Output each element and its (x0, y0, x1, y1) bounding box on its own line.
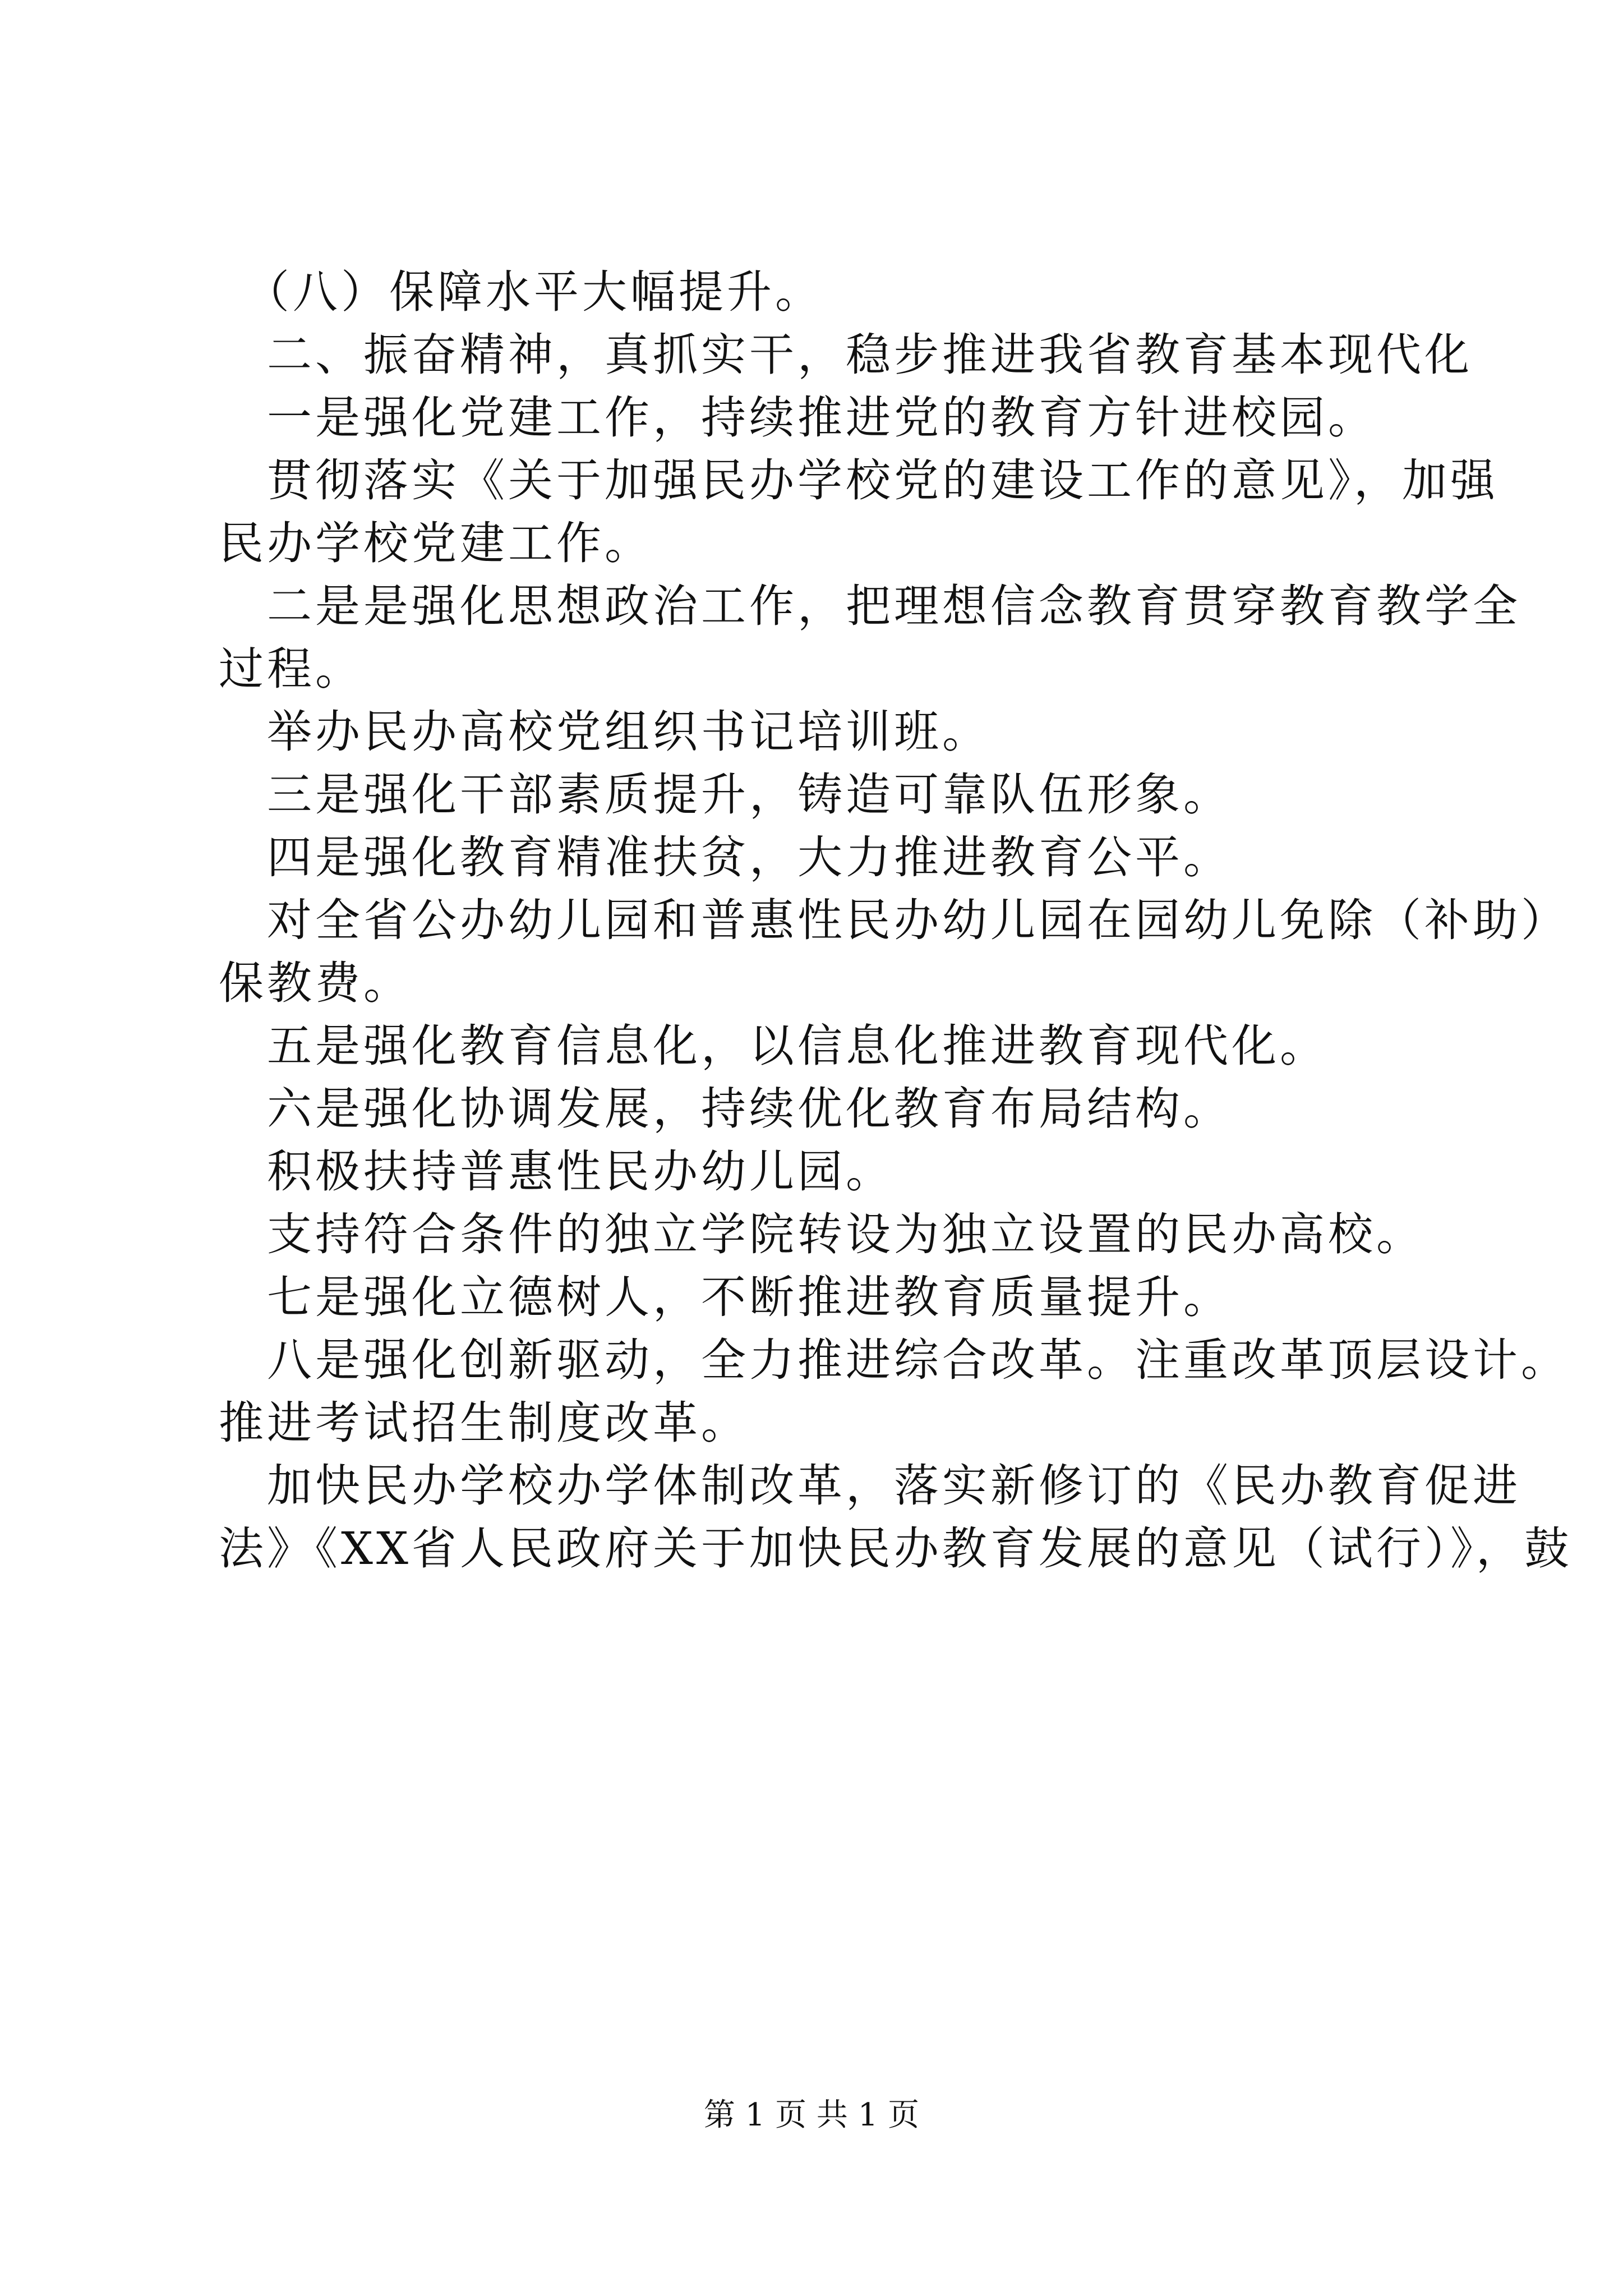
body-line: 四是强化教育精准扶贫，大力推进教育公平。 (219, 831, 1232, 884)
body-line: 二是是强化思想政治工作，把理想信念教育贯穿教育教学全 (219, 580, 1521, 632)
body-line: 支持符合条件的独立学院转设为独立设置的民办高校。 (219, 1208, 1424, 1260)
body-line: 加快民办学校办学体制改革，落实新修订的《民办教育促进 (219, 1460, 1521, 1512)
body-line: 一是强化党建工作，持续推进党的教育方针进校园。 (219, 392, 1376, 444)
body-line: 积极扶持普惠性民办幼儿园。 (219, 1145, 894, 1198)
document-body (219, 261, 1573, 1580)
body-line: 贯彻落实《关于加强民办学校党的建设工作的意见》，加强 (219, 454, 1498, 507)
body-line: 七是强化立德树人，不断推进教育质量提升。 (219, 1271, 1232, 1323)
body-line: 推进考试招生制度改革。 (219, 1397, 749, 1449)
body-line: 对全省公办幼儿园和普惠性民办幼儿园在园幼儿免除（补助） (219, 894, 1569, 946)
body-line: 过程。 (219, 643, 363, 695)
body-line: （八）保障水平大幅提升。 (219, 266, 823, 318)
body-line: 保教费。 (219, 957, 412, 1009)
body-line: 举办民办高校党组织书记培训班。 (219, 706, 990, 758)
body-line: 五是强化教育信息化，以信息化推进教育现代化。 (219, 1020, 1328, 1072)
page-number-footer: 第 1 页 共 1 页 (703, 2097, 920, 2133)
body-line: 法》《XX省人民政府关于加快民办教育发展的意见（试行）》，鼓 (219, 1522, 1573, 1575)
body-line: 二、振奋精神，真抓实干，稳步推进我省教育基本现代化 (219, 329, 1473, 381)
body-line: 三是强化干部素质提升，铸造可靠队伍形象。 (219, 769, 1232, 821)
body-line: 八是强化创新驱动，全力推进综合改革。注重改革顶层设计。 (219, 1334, 1569, 1386)
body-line: 六是强化协调发展，持续优化教育布局结构。 (219, 1083, 1232, 1135)
body-line: 民办学校党建工作。 (219, 517, 653, 569)
